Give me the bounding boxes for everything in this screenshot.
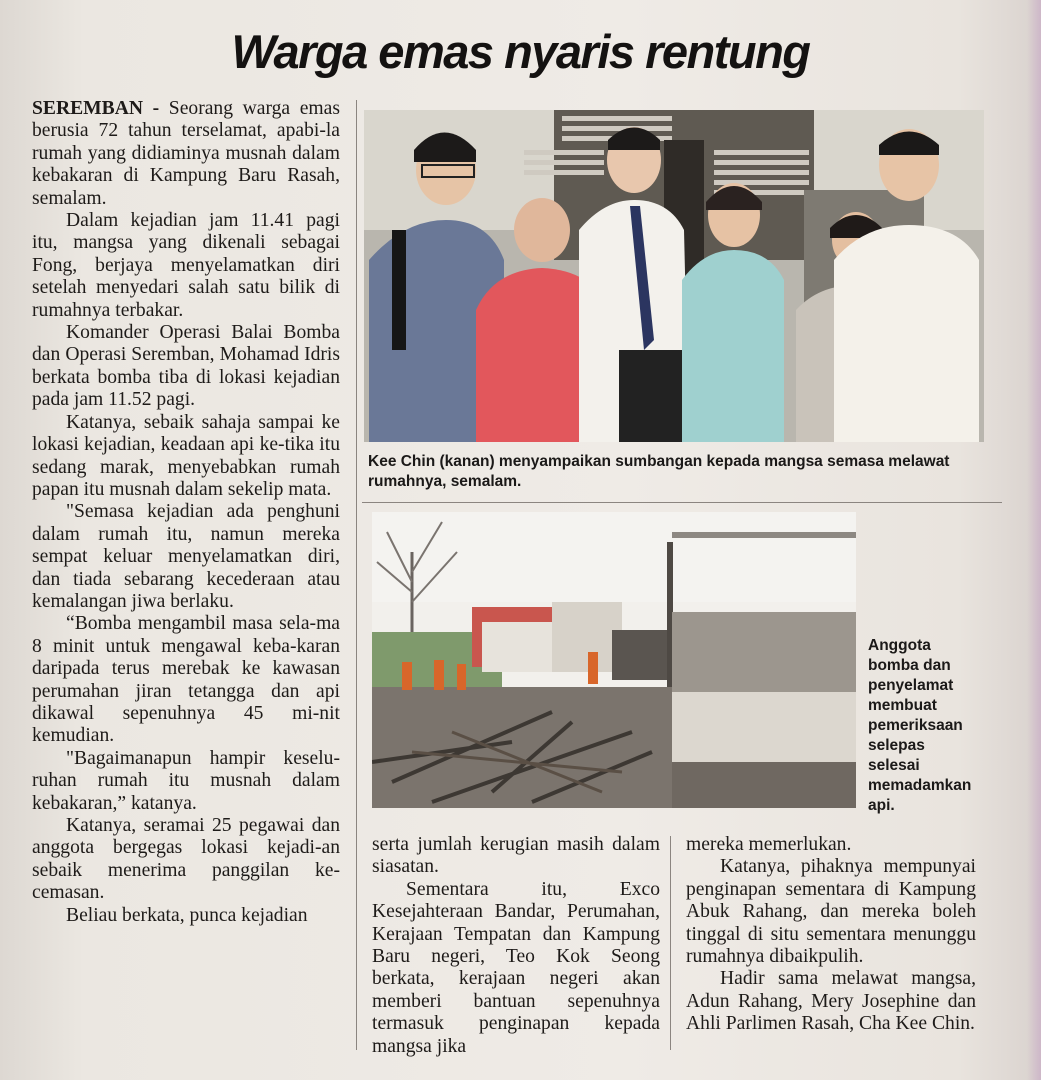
article-paragraph: Katanya, sebaik sahaja sampai ke lokasi kejadian, keadaan api ke-tika itu sedang marak, menyebabkan rumah papan itu musnah dalam sekelip mata. xyxy=(32,411,340,500)
article-paragraph: mereka memerlukan. xyxy=(686,834,852,855)
article-paragraph: "Bagaimanapun hampir keselu-ruhan rumah itu musnah dalam kebakaran,” katanya. xyxy=(32,747,340,814)
headline: Warga emas nyaris rentung xyxy=(231,25,810,78)
article-paragraph xyxy=(32,98,340,210)
column-rule xyxy=(670,836,671,1050)
article-paragraph: Katanya, seramai 25 pegawai dan anggota bergegas lokasi kejadi-an sebaik menerima panggilan ke-cemasan. xyxy=(32,815,340,904)
photo-visit-image xyxy=(364,110,984,442)
article-paragraph: Beliau berkata, punca kejadian xyxy=(66,904,308,926)
page-edge-tint xyxy=(1027,0,1041,1080)
lead-text: Seorang warga emas berusia 72 tahun terselamat, apabi-la rumah yang didiaminya musnah dalam kebakaran di Kampung Baru Rasah, semalam. xyxy=(32,98,340,209)
article-paragraph: "Semasa kejadian ada penghuni dalam rumah itu, namun mereka sempat keluar menyelamatkan diri, dan tiada sebarang kecederaan atau kemalangan jiwa berlaku. xyxy=(32,501,340,612)
article-column-2 xyxy=(372,834,660,1058)
article-paragraph: serta jumlah kerugian masih dalam siasatan. xyxy=(372,834,660,878)
column-rule xyxy=(356,100,357,1050)
article-paragraph: Sementara itu, Exco Kesejahteraan Bandar, Perumahan, Kerajaan Tempatan dan Kampung Baru negeri, Teo Kok Seong berkata, kerajaan negeri akan memberi bantuan sepenuhnya termasuk penginapan kepada mangsa jika xyxy=(372,878,660,1057)
photo-fire-site xyxy=(372,512,856,808)
article-column-3 xyxy=(686,834,976,1036)
article-paragraph: Dalam kejadian jam 11.41 pagi itu, mangsa yang dikenali sebagai Fong, berjaya menyelamatkan diri setelah menyedari salah satu bilik di rumahnya terbakar. xyxy=(32,210,340,321)
article-paragraph: Komander Operasi Balai Bomba dan Operasi Seremban, Mohamad Idris berkata bomba tiba di lokasi kejadian pada jam 11.52 pagi. xyxy=(32,322,340,411)
article-column-1 xyxy=(32,98,340,927)
section-rule xyxy=(362,502,1002,503)
article-paragraph: Katanya, pihaknya mempunyai penginapan sementara di Kampung Abuk Rahang, dan mereka boleh tinggal di situ sementara menunggu rumahnya dibaikpulih. xyxy=(686,856,976,968)
photo-caption-1: Kee Chin (kanan) menyampaikan sumbangan kepada mangsa semasa melawat rumahnya, semalam. xyxy=(368,453,950,490)
photo-visit xyxy=(364,110,984,442)
article-paragraph: Hadir sama melawat mangsa, Adun Rahang, Mery Josephine dan Ahli Parlimen Rasah, Cha Kee Chin. xyxy=(686,968,976,1035)
photo-caption-2: Anggota bomba dan penyelamat membuat pemeriksaan selepas selesai memadamkan api. xyxy=(868,637,972,814)
photo-fire-site-image xyxy=(372,512,856,808)
dateline: SEREMBAN - xyxy=(32,98,160,119)
article-paragraph: “Bomba mengambil masa sela-ma 8 minit untuk mengawal keba-karan daripada terus merebak ke kawasan perumahan jiran tetangga dan api dikawal sepenuhnya 45 mi-nit kemudian. xyxy=(32,613,340,747)
